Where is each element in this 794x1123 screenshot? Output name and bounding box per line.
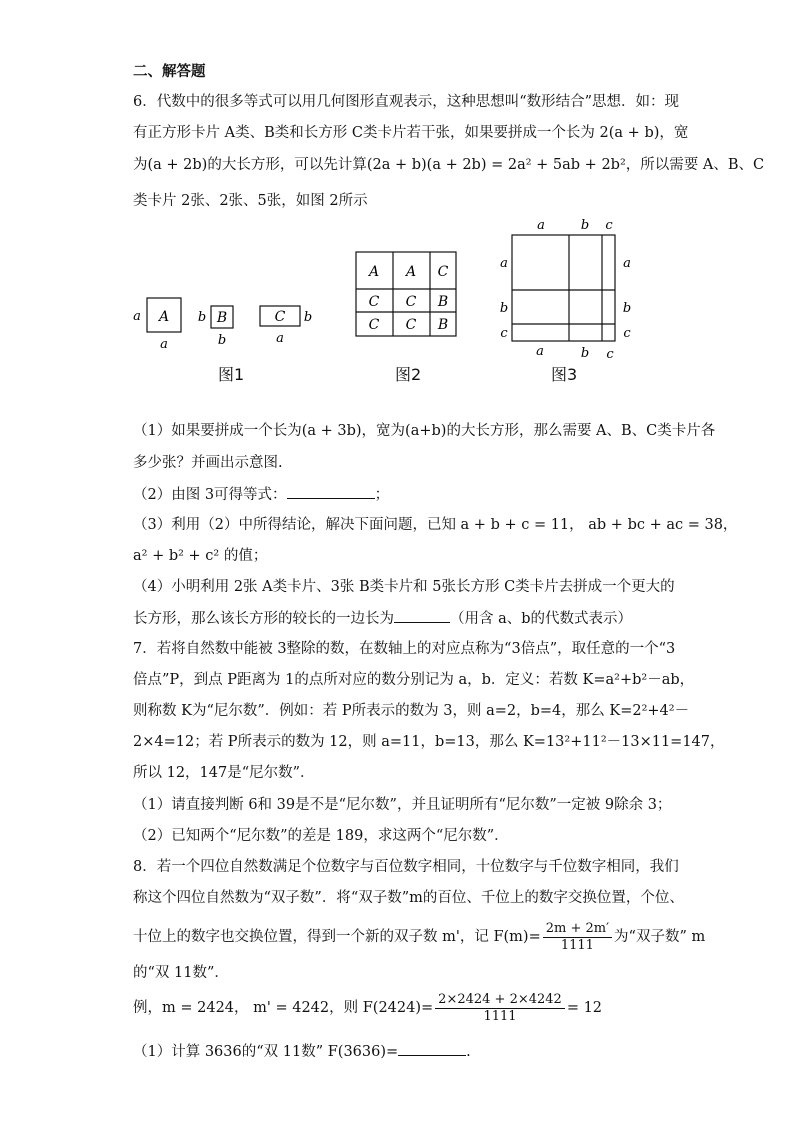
q8-sub1-end: .	[466, 1044, 471, 1060]
q8-example-fraction	[435, 992, 565, 1025]
card-a-left-label: a	[133, 309, 141, 324]
q6-line-2: 有正方形卡片 A类、B类和长方形 C类卡片若干张，如果要拼成一个长为 2(a + b)，宽	[133, 125, 689, 141]
card-a-letter: A	[158, 309, 170, 325]
q6-line-3: 为(a + 2b)的大长方形，可以先计算(2a + b)(a + 2b) = 2a² + 5ab + 2b²，所以需要 A、B、C	[133, 157, 765, 173]
q6-sub3-line-2: a² + b² + c² 的值；	[133, 548, 268, 564]
q6-sub4-tail: （用含 a、b的代数式表示）	[450, 611, 633, 627]
card-b-letter: B	[216, 310, 228, 326]
q8-f-numerator: 2m + 2m′	[543, 921, 612, 938]
card-a-bottom-label: a	[160, 337, 168, 352]
q8-example-denominator: 1111	[483, 1008, 517, 1024]
q6-sub4-line-1: （4）小明利用 2张 A类卡片、3张 B类卡片和 5张长方形 C类卡片去拼成一个更大的	[133, 579, 675, 595]
q8-line-3-text: 十位上的数字也交换位置，得到一个新的双子数 m'，记 F(m)=	[133, 929, 541, 945]
figure-3	[495, 215, 645, 365]
fig3-top-c: c	[605, 218, 613, 233]
card-b-bottom-label: b	[217, 333, 227, 348]
q8-sub1-answer-blank[interactable]	[398, 1041, 466, 1056]
q6-sub2-text: （2）由图 3可得等式：	[133, 487, 287, 503]
q6-line-1: 6．代数中的很多等式可以用几何图形直观表示，这种思想叫“数形结合”思想．如：现	[133, 94, 680, 110]
figure-2-caption: 图2	[395, 365, 422, 384]
figure-3-caption: 图3	[551, 365, 578, 384]
q7-line-4: 2×4=12；若 P所表示的数为 12，则 a=11，b=13，那么 K=13²+11²－13×11=147，	[133, 734, 725, 750]
q6-sub4-text: 长方形，那么该长方形的较长的一边长为	[133, 611, 394, 627]
q6-line-4: 类卡片 2张、2张、5张，如图 2所示	[133, 193, 368, 209]
q6-sub4-line-2	[133, 608, 632, 629]
fig3-top-a: a	[537, 218, 545, 233]
fig2-cell-r3c3: B	[437, 317, 449, 333]
q8-sub1-text: （1）计算 3636的“双 11数” F(3636)=	[133, 1044, 399, 1060]
fig3-bottom-c: c	[606, 347, 614, 362]
fig3-right-a: a	[623, 256, 631, 271]
q8-line-2: 称这个四位自然数为“双子数”．将“双子数”m的百位、千位上的数字交换位置，个位、	[133, 890, 684, 906]
fig2-cell-r2c1: C	[368, 294, 380, 310]
fig3-right-c: c	[623, 326, 631, 341]
q8-line-3-tail: 为“双子数” m	[614, 929, 706, 945]
fig3-left-c: c	[500, 326, 508, 341]
q8-example-numerator: 2×2424 + 2×4242	[435, 992, 565, 1009]
q6-sub1-line-1: （1）如果要拼成一个长为(a + 3b)，宽为(a+b)的大长方形，那么需要 A、B、C类卡片各	[133, 423, 716, 439]
q7-sub1: （1）请直接判断 6和 39是不是“尼尔数”，并且证明所有“尼尔数”一定被 9除余 3；	[133, 797, 672, 813]
q8-f-denominator: 1111	[560, 937, 594, 953]
q8-example-text: 例，m = 2424， m' = 4242，则 F(2424)=	[133, 1000, 434, 1016]
card-c-right-label: b	[303, 310, 313, 325]
card-b-left-label: b	[197, 310, 207, 325]
fig2-cell-r3c2: C	[405, 317, 417, 333]
q6-sub2-line	[133, 484, 389, 505]
fig3-left-b: b	[499, 301, 509, 316]
q6-sub2-answer-blank[interactable]	[287, 484, 375, 499]
q8-line-1: 8．若一个四位自然数满足个位数字与百位数字相同，十位数字与千位数字相同，我们	[133, 859, 679, 875]
fig3-bottom-b: b	[580, 346, 590, 361]
q6-sub1-line-2: 多少张？并画出示意图.	[133, 455, 283, 471]
figure-2	[352, 248, 462, 340]
fig2-cell-r2c2: C	[405, 294, 417, 310]
fig3-left-a: a	[500, 256, 508, 271]
fig3-bottom-a: a	[536, 344, 544, 359]
card-c-letter: C	[274, 309, 286, 325]
fig2-cell-r1c3: C	[437, 264, 449, 280]
fig2-cell-r1c2: A	[405, 264, 417, 280]
fig2-cell-r3c1: C	[368, 317, 380, 333]
q8-f-fraction	[543, 921, 612, 954]
section-title: 二、解答题	[133, 63, 206, 80]
fig2-cell-r1c1: A	[368, 264, 380, 280]
fig3-top-b: b	[580, 218, 590, 233]
q8-sub1	[133, 1041, 471, 1062]
q6-sub4-answer-blank[interactable]	[394, 608, 450, 623]
figure-1-caption: 图1	[218, 365, 245, 384]
q8-example-result: = 12	[566, 1000, 603, 1016]
q7-line-5: 所以 12，147是“尼尔数”．	[133, 765, 315, 781]
fig3-right-b: b	[622, 301, 632, 316]
q7-sub2: （2）已知两个“尼尔数”的差是 189，求这两个“尼尔数”．	[133, 828, 509, 844]
q7-line-1: 7．若将自然数中能被 3整除的数，在数轴上的对应点称为“3倍点”，取任意的一个“3	[133, 641, 676, 657]
fig2-cell-r2c3: B	[437, 294, 449, 310]
q7-line-2: 倍点”P，到点 P距离为 1的点所对应的数分别记为 a，b．定义：若数 K=a²+b²－ab，	[133, 672, 695, 688]
q7-line-3: 则称数 K为“尼尔数”．例如：若 P所表示的数为 3，则 a=2，b=4，那么 K=2²+4²－	[133, 703, 690, 719]
q6-sub3-line-1: （3）利用（2）中所得结论，解决下面问题，已知 a + b + c = 11， ab + bc + ac = 38，	[133, 517, 738, 533]
figure-1	[125, 290, 325, 356]
card-c-bottom-label: a	[276, 331, 284, 346]
q8-line-4: 的“双 11数”．	[133, 965, 229, 981]
q8-example	[133, 990, 602, 1026]
q6-sub2-end: ；	[374, 487, 390, 503]
q8-line-3	[133, 919, 705, 955]
